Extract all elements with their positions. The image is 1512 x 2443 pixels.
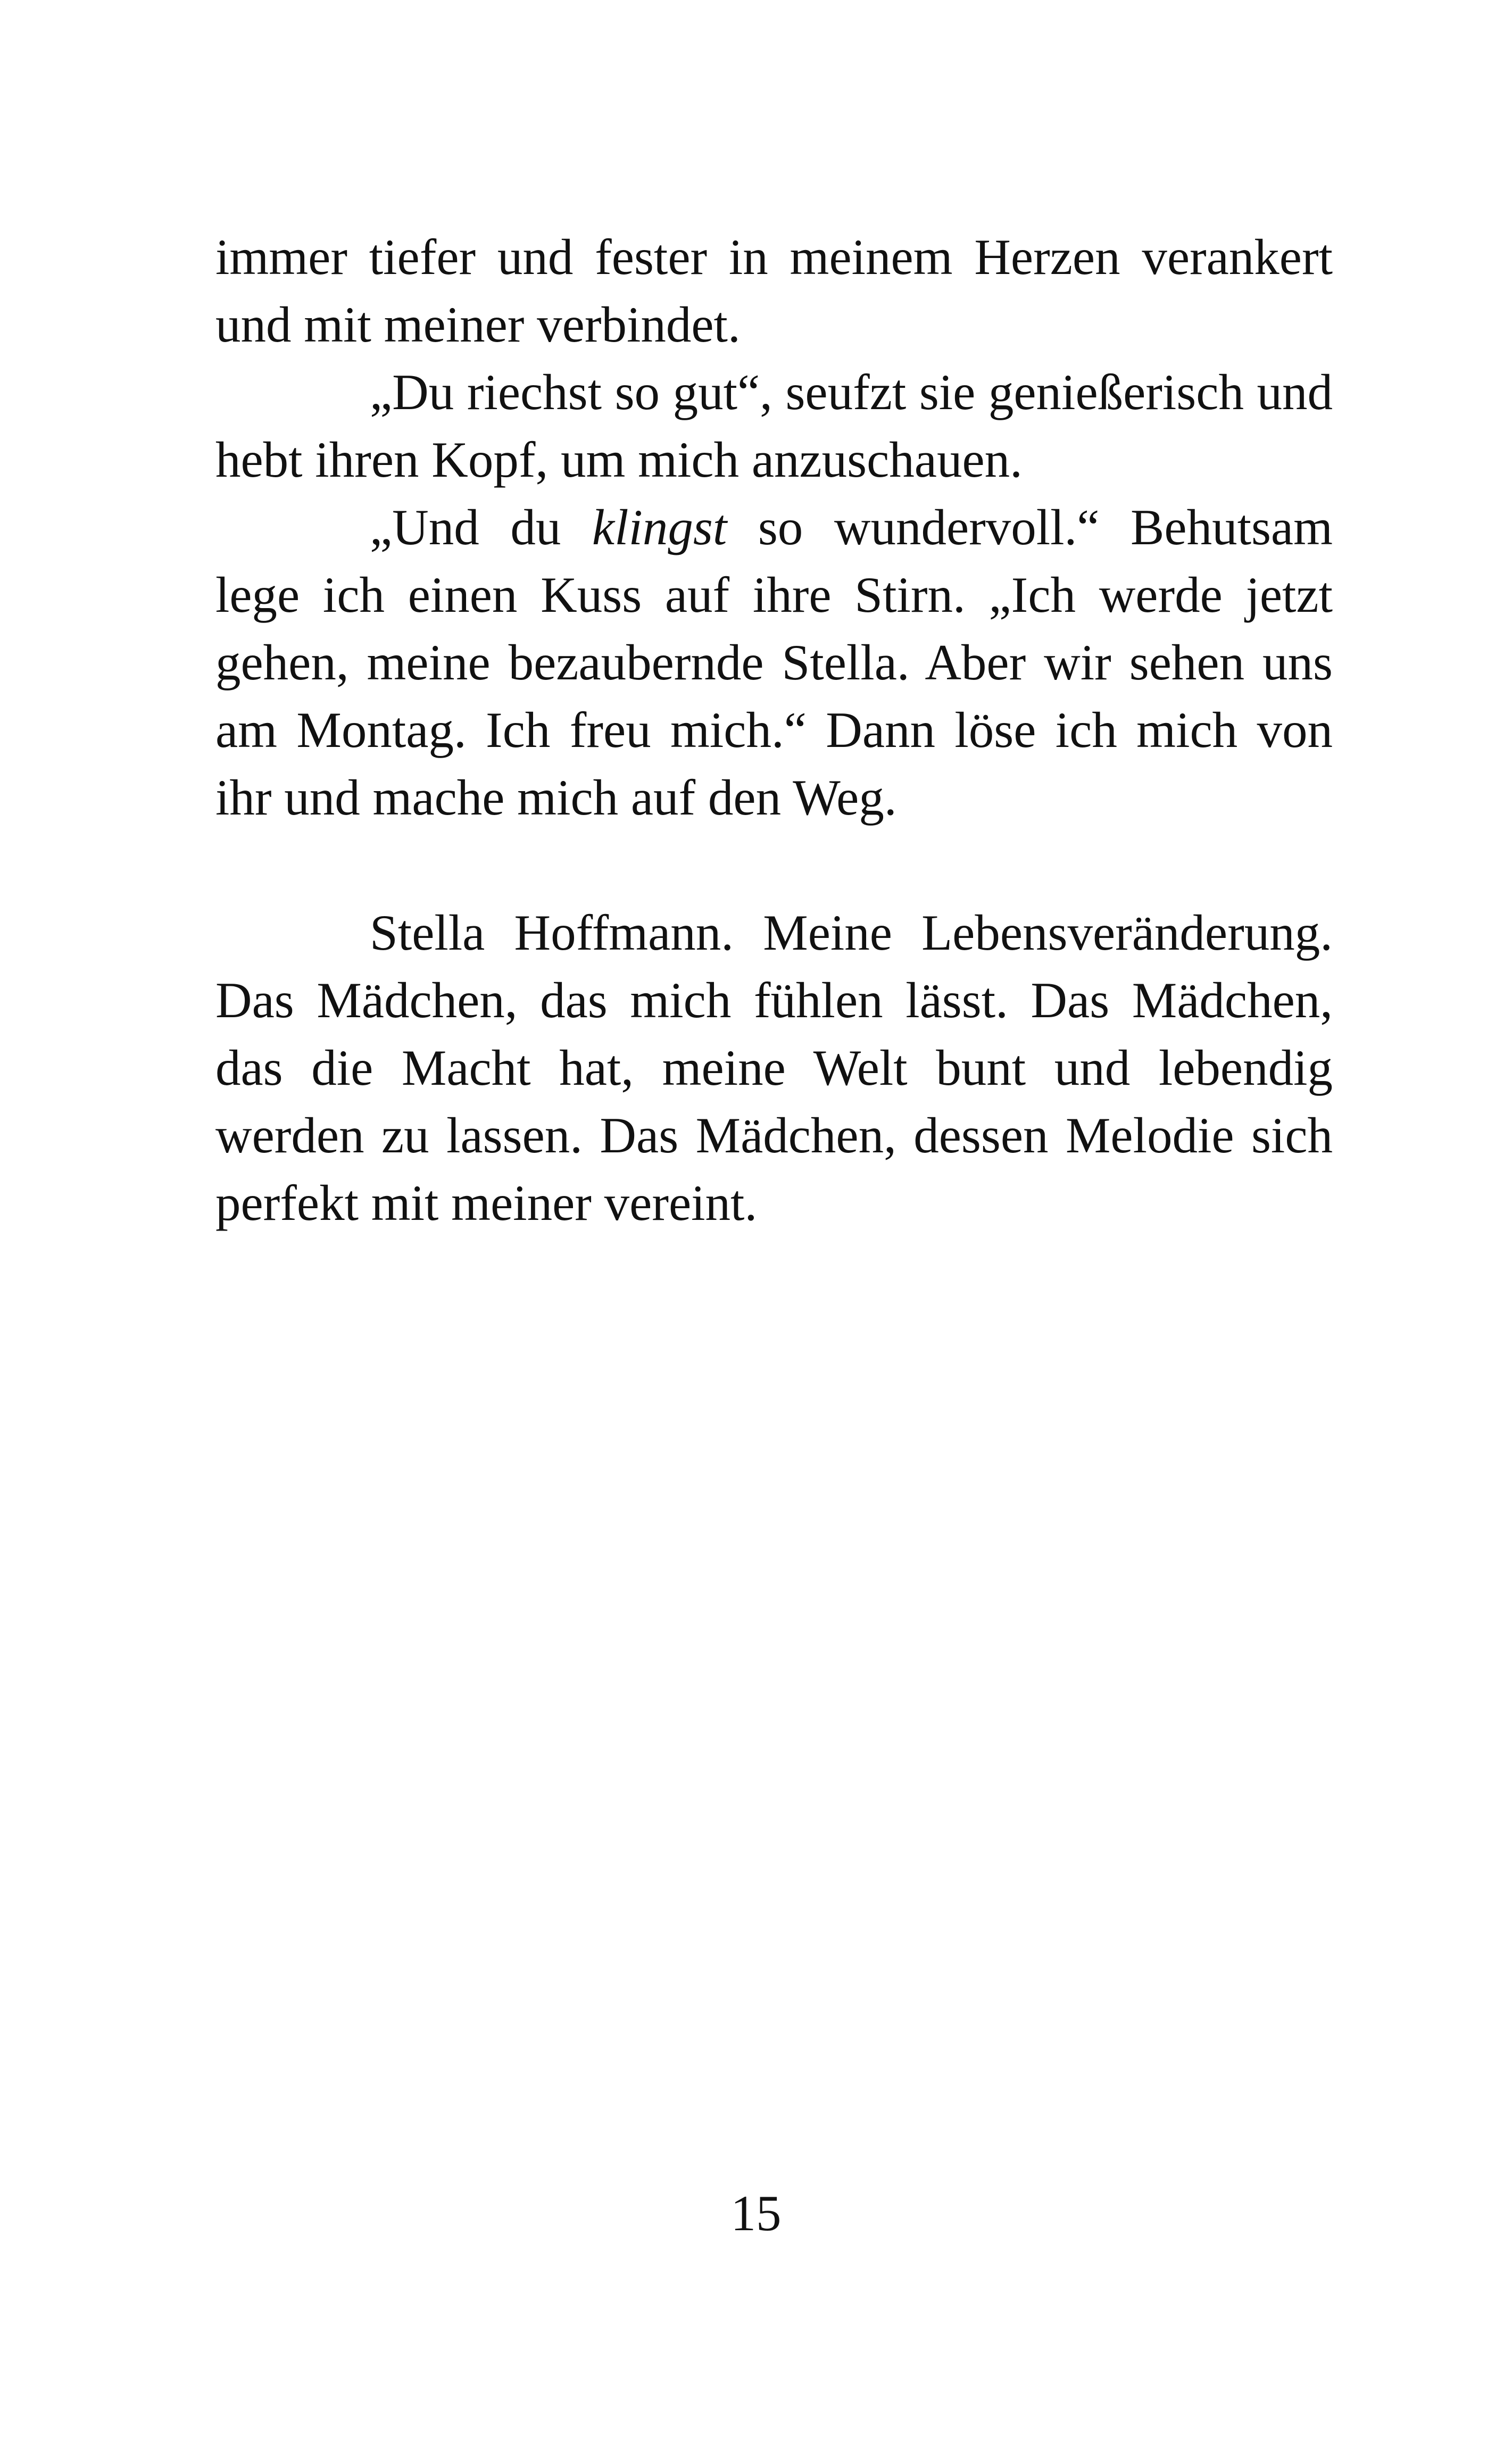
paragraph-reflection xyxy=(215,899,1333,1237)
paragraph-text-start: „Und du xyxy=(370,499,592,555)
paragraph-dialogue-2 xyxy=(215,494,1333,832)
paragraph-text-end: so wundervoll.“ Behutsam lege ich einen Kuss auf ihre Stirn. „Ich werde jetzt gehen, meine bezaubernde Stella. Aber wir sehen uns am Montag. Ich freu mich.“ Dann löse ich mich von ihr und mache mich auf den Weg. xyxy=(215,499,1333,826)
page-number: 15 xyxy=(730,2185,782,2241)
paragraph-dialogue-1 xyxy=(215,359,1333,494)
paragraph-text: Stella Hoffmann. Meine Lebensveränderung. Das Mädchen, das mich fühlen lässt. Das Mädchen, das die Macht hat, meine Welt bunt und lebendig werden zu lassen. Das Mädchen, dessen Melodie sich perfekt mit meiner vereint. xyxy=(215,904,1333,1231)
text-section-2 xyxy=(215,899,1333,1237)
text-section-1 xyxy=(215,223,1333,832)
paragraph-text: „Du riechst so gut“, seufzt sie genießerisch und hebt ihren Kopf, um mich anzuschauen. xyxy=(215,364,1333,488)
paragraph-text: immer tiefer und fester in meinem Herzen verankert und mit meiner verbindet. xyxy=(215,229,1333,353)
paragraph-continuation xyxy=(215,223,1333,359)
italic-emphasis: klingst xyxy=(592,499,727,555)
